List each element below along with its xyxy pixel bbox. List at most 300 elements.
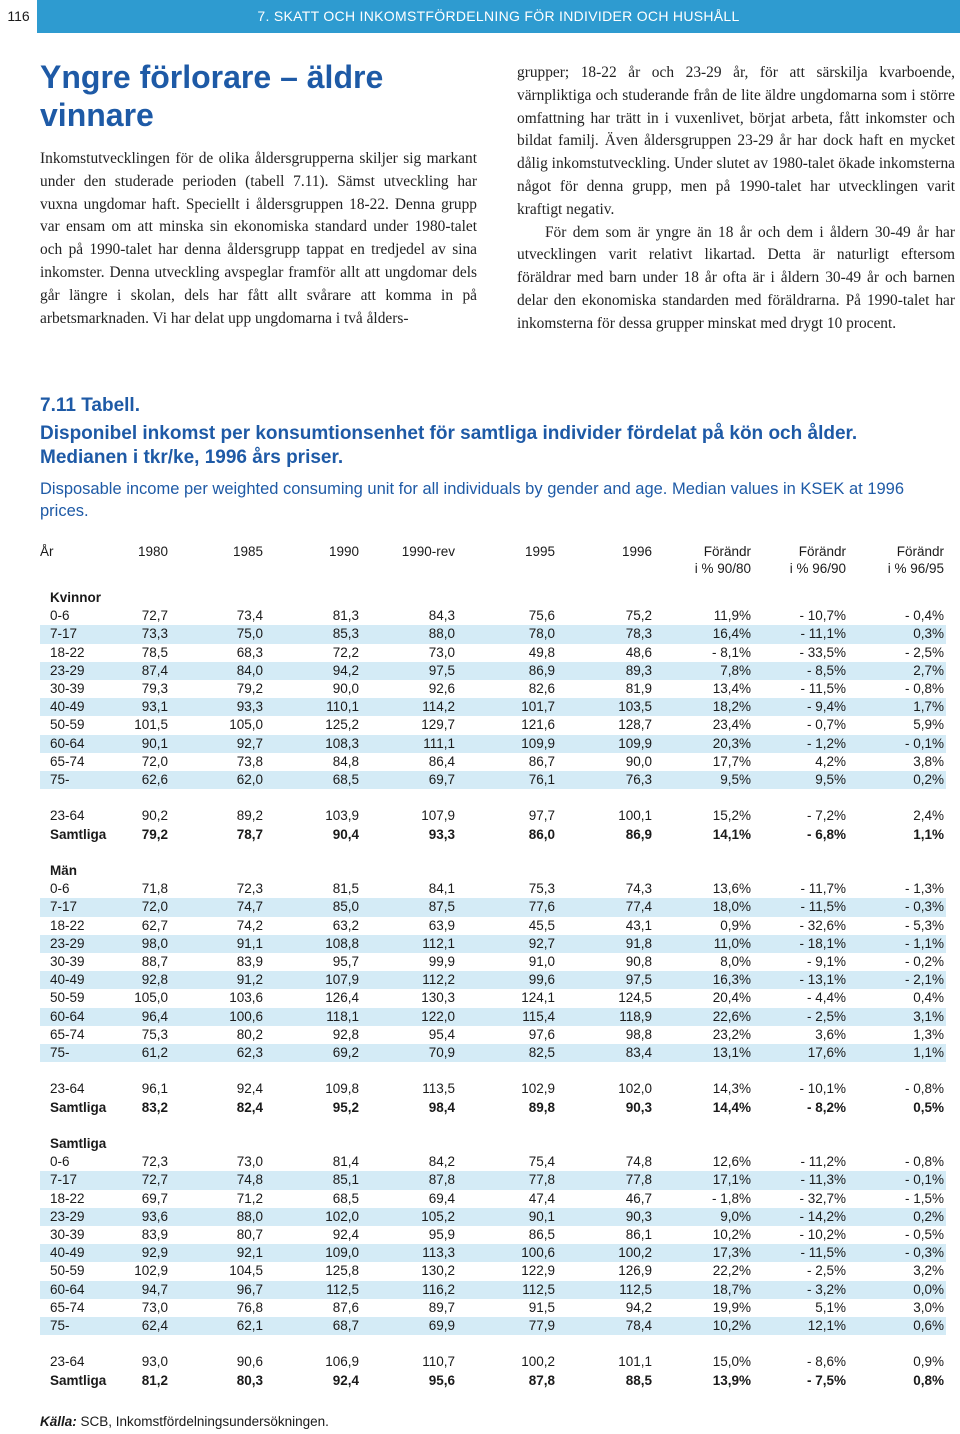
text-column-left [40, 148, 477, 330]
table-cell: 1,7% [848, 698, 946, 716]
table-cell: 122,0 [361, 1008, 457, 1026]
table-row [40, 1226, 946, 1244]
table-cell: 69,9 [361, 1317, 457, 1335]
table-cell: 62,4 [104, 1317, 170, 1335]
spacer-row [40, 1117, 946, 1135]
table-cell: 97,5 [361, 662, 457, 680]
table-cell: 62,1 [170, 1317, 265, 1335]
table-cell: 61,2 [104, 1044, 170, 1062]
table-cell: 14,1% [712, 826, 751, 842]
table-header-row [40, 543, 946, 579]
table-title-line: Disponibel inkomst per konsumtionsenhet för samtliga individer fördelat på kön och ålder. [40, 423, 858, 444]
row-label: 60-64 [40, 735, 104, 753]
table-cell: 118,1 [265, 1008, 361, 1026]
table-cell: 89,3 [557, 662, 654, 680]
row-label: 60-64 [40, 1008, 104, 1026]
table-cell: 93,6 [104, 1208, 170, 1226]
row-label: 18-22 [50, 917, 85, 933]
table-cell: 105,0 [229, 717, 263, 733]
group-heading: Kvinnor [50, 590, 102, 605]
table-cell: 112,2 [361, 971, 457, 989]
table-cell: 0,9% [913, 1354, 944, 1370]
table-cell: 74,2 [236, 917, 263, 933]
table-cell: - 0,8% [904, 1154, 944, 1170]
column-header [557, 543, 654, 579]
table-cell: 126,9 [618, 1263, 652, 1279]
table-cell: - 32,7% [799, 1190, 846, 1206]
table-cell: 68,5 [332, 1190, 359, 1206]
table-cell: 111,1 [361, 735, 457, 753]
table-cell: 62,7 [141, 917, 168, 933]
row-label: 0-6 [50, 881, 70, 897]
table-cell: 98,8 [625, 1026, 652, 1042]
table-cell: 1,1% [913, 826, 944, 842]
table-cell: 73,3 [104, 625, 170, 643]
table-cell: 0,2% [848, 771, 946, 789]
table-cell: - 7,2% [806, 808, 846, 824]
table-cell: 91,2 [170, 971, 265, 989]
subtotal-row [40, 807, 946, 825]
column-header [104, 543, 170, 579]
table-cell: 73,8 [236, 753, 263, 769]
row-label: 30-39 [50, 681, 85, 697]
table-cell: 107,9 [421, 808, 455, 824]
column-header [654, 543, 753, 579]
table-cell: 95,7 [332, 954, 359, 970]
table-cell: 92,4 [236, 1081, 263, 1097]
table-cell: 92,7 [170, 735, 265, 753]
table-cell: 128,7 [618, 717, 652, 733]
column-header [40, 543, 104, 579]
column-header-line: 1980 [137, 544, 168, 559]
table-cell: 83,9 [141, 1227, 168, 1243]
table-cell: 82,6 [528, 681, 555, 697]
table-row [40, 953, 946, 971]
table-cell: 43,1 [625, 917, 652, 933]
text-column-right [517, 62, 955, 336]
table-cell: 17,6% [753, 1044, 848, 1062]
table-cell: 105,2 [361, 1208, 457, 1226]
table-cell: 106,9 [325, 1354, 359, 1370]
row-label: 65-74 [50, 1026, 85, 1042]
table-cell: 84,0 [170, 662, 265, 680]
table-cell: 100,2 [521, 1354, 555, 1370]
table-cell: 80,7 [236, 1227, 263, 1243]
table-cell: 45,5 [528, 917, 555, 933]
table-cell: - 0,8% [904, 681, 944, 697]
table-cell: 13,1% [654, 1044, 753, 1062]
table-cell: 69,7 [361, 771, 457, 789]
table-cell: 102,9 [521, 1081, 555, 1097]
table-cell: 63,9 [428, 917, 455, 933]
table-cell: - 33,5% [799, 644, 846, 660]
table-cell: 46,7 [625, 1190, 652, 1206]
table-cell: - 8,2% [806, 1099, 846, 1115]
table-cell: - 1,3% [904, 881, 944, 897]
table-cell: 112,5 [457, 1281, 557, 1299]
table-cell: 112,1 [361, 935, 457, 953]
table-cell: - 11,1% [753, 625, 848, 643]
table-cell: 79,3 [141, 681, 168, 697]
row-label: 18-22 [50, 1190, 85, 1206]
table-cell: 74,3 [625, 881, 652, 897]
table-cell: 85,3 [265, 625, 361, 643]
table-cell: 91,8 [557, 935, 654, 953]
table-cell: 73,4 [236, 608, 263, 624]
table-cell: - 13,1% [753, 971, 848, 989]
table-cell: - 1,5% [904, 1190, 944, 1206]
row-label: 30-39 [50, 954, 85, 970]
table-cell: 62,3 [170, 1044, 265, 1062]
table-cell: 77,6 [457, 898, 557, 916]
table-row [40, 1299, 946, 1317]
table-cell: 73,0 [428, 644, 455, 660]
column-header-line: i % 96/95 [887, 561, 944, 576]
table-cell: 20,4% [712, 990, 751, 1006]
table-cell: - 4,4% [806, 990, 846, 1006]
table-cell: 103,5 [557, 698, 654, 716]
table-cell: 110,7 [422, 1354, 455, 1370]
table-cell: 17,3% [654, 1244, 753, 1262]
table-cell: 83,9 [236, 954, 263, 970]
table-cell: 85,1 [265, 1171, 361, 1189]
table-cell: 93,3 [428, 826, 455, 842]
article-heading: Yngre förlorare – äldre vinnare [40, 59, 384, 133]
table-cell: 78,4 [557, 1317, 654, 1335]
table-cell: 13,6% [712, 881, 751, 897]
table-cell: 9,5% [654, 771, 753, 789]
row-label: 50-59 [50, 990, 85, 1006]
table-cell: 102,0 [265, 1208, 361, 1226]
table-cell: 3,2% [913, 1263, 944, 1279]
table-row [40, 1208, 946, 1226]
table-row [40, 698, 946, 716]
table-cell: 118,9 [557, 1008, 654, 1026]
column-header [170, 543, 265, 579]
table-cell: 124,5 [618, 990, 652, 1006]
table-cell: 74,8 [170, 1171, 265, 1189]
table-cell: 49,8 [528, 644, 555, 660]
table-cell: 15,0% [712, 1354, 751, 1370]
table-cell: 72,7 [141, 608, 168, 624]
row-label: 60-64 [40, 1281, 104, 1299]
table-cell: 5,9% [913, 717, 944, 733]
table-cell: 94,2 [625, 1299, 652, 1315]
table-cell: 8,0% [720, 954, 751, 970]
row-label: 50-59 [50, 1263, 85, 1279]
row-label: 40-49 [40, 1244, 104, 1262]
table-cell: 95,4 [428, 1026, 455, 1042]
table-cell: 90,3 [625, 1099, 652, 1115]
table-cell: - 0,2% [904, 954, 944, 970]
table-cell: 89,7 [428, 1299, 455, 1315]
table-cell: 99,9 [428, 954, 455, 970]
table-cell: - 18,1% [753, 935, 848, 953]
table-cell: 3,0% [913, 1299, 944, 1315]
table-cell: 7,8% [654, 662, 753, 680]
table-cell: 1,1% [848, 1044, 946, 1062]
table-cell: - 32,6% [799, 917, 846, 933]
table-cell: 90,0 [332, 681, 359, 697]
table-cell: 78,5 [141, 644, 168, 660]
table-cell: 90,4 [332, 826, 359, 842]
table-cell: 75,3 [141, 1026, 168, 1042]
table-cell: - 11,3% [753, 1171, 848, 1189]
table-cell: 17,7% [712, 753, 751, 769]
table-cell: 76,3 [557, 771, 654, 789]
table-cell: 18,0% [654, 898, 753, 916]
table-cell: 14,4% [712, 1099, 751, 1115]
table-cell: 63,2 [332, 917, 359, 933]
table-cell: 2,4% [913, 808, 944, 824]
row-label: 23-64 [50, 1081, 85, 1097]
table-cell: - 14,2% [753, 1208, 848, 1226]
table-cell: 113,3 [361, 1244, 457, 1262]
table-cell: 102,9 [134, 1263, 168, 1279]
table-cell: - 5,3% [904, 917, 944, 933]
table-row [40, 771, 946, 789]
table-cell: 84,8 [332, 753, 359, 769]
table-title-english [40, 478, 950, 522]
row-label: 23-29 [40, 662, 104, 680]
table-cell: 9,5% [753, 771, 848, 789]
table-cell: 96,7 [170, 1281, 265, 1299]
table-cell: 9,0% [654, 1208, 753, 1226]
table-cell: 75,4 [528, 1154, 555, 1170]
column-header [753, 543, 848, 579]
row-label: 7-17 [40, 625, 104, 643]
column-header-line: i % 96/90 [789, 561, 846, 576]
table-cell: 109,9 [457, 735, 557, 753]
row-label: 75- [40, 1317, 104, 1335]
table-cell: 2,7% [848, 662, 946, 680]
table-cell: 76,8 [236, 1299, 263, 1315]
table-cell: 95,6 [428, 1372, 455, 1388]
row-label: 40-49 [40, 698, 104, 716]
table-cell: 78,3 [557, 625, 654, 643]
table-cell: 87,8 [361, 1171, 457, 1189]
table-cell: 13,4% [712, 681, 751, 697]
table-cell: 73,0 [141, 1299, 168, 1315]
table-cell: - 9,1% [806, 954, 846, 970]
table-cell: 0,6% [848, 1317, 946, 1335]
table-cell: 92,1 [170, 1244, 265, 1262]
group-heading-row [40, 862, 946, 880]
table-cell: 89,8 [528, 1099, 555, 1115]
column-header-line: 1996 [621, 544, 652, 559]
source-label: Källa: [40, 1414, 77, 1429]
table-cell: 47,4 [528, 1190, 555, 1206]
row-label: Samtliga [50, 1099, 107, 1115]
source-text: SCB, Inkomstfördelningsundersökningen. [80, 1414, 329, 1429]
row-label: 30-39 [50, 1227, 85, 1243]
table-cell: 95,9 [428, 1227, 455, 1243]
table-cell: - 11,5% [753, 1244, 848, 1262]
table-cell: 0,3% [848, 625, 946, 643]
row-label: 7-17 [40, 898, 104, 916]
table-cell: 13,9% [712, 1372, 751, 1388]
column-header-line: i % 90/80 [694, 561, 751, 576]
table-row [40, 1026, 946, 1044]
row-label: 40-49 [40, 971, 104, 989]
table-cell: 81,2 [141, 1372, 168, 1388]
column-header-line: Förändr [798, 544, 846, 559]
table-cell: - 10,2% [799, 1227, 846, 1243]
table-row [40, 971, 946, 989]
table-cell: - 6,8% [806, 826, 846, 842]
row-label: 65-74 [50, 753, 85, 769]
table-cell: 87,8 [528, 1372, 555, 1388]
table-cell: 124,1 [521, 990, 555, 1006]
column-header-line: 1990 [328, 544, 359, 559]
table-cell: - 2,5% [753, 1008, 848, 1026]
total-row [40, 1372, 946, 1390]
table-cell: 87,5 [361, 898, 457, 916]
table-cell: 71,8 [141, 881, 168, 897]
table-cell: - 0,1% [848, 1171, 946, 1189]
table-cell: 86,1 [625, 1227, 652, 1243]
table-cell: - 7,5% [806, 1372, 846, 1388]
table-cell: 71,2 [236, 1190, 263, 1206]
table-row [40, 1317, 946, 1335]
table-cell: 89,2 [236, 808, 263, 824]
table-cell: 98,4 [428, 1099, 455, 1115]
column-header [265, 543, 361, 579]
table-row [40, 1262, 946, 1280]
table-cell: 23,2% [712, 1026, 751, 1042]
table-cell: 0,9% [720, 917, 751, 933]
table-cell: 110,1 [265, 698, 361, 716]
table-cell: 69,7 [141, 1190, 168, 1206]
row-label: 75- [40, 1044, 104, 1062]
table-cell: 97,6 [528, 1026, 555, 1042]
table-cell: 81,5 [332, 881, 359, 897]
table-cell: 1,3% [913, 1026, 944, 1042]
table-cell: 122,9 [521, 1263, 555, 1279]
table-cell: 100,6 [457, 1244, 557, 1262]
table-cell: - 11,5% [753, 898, 848, 916]
table-cell: - 11,2% [800, 1154, 846, 1170]
table-cell: 100,6 [170, 1008, 265, 1026]
table-cell: 125,8 [325, 1263, 359, 1279]
table-cell: 107,9 [265, 971, 361, 989]
row-label: 65-74 [50, 1299, 85, 1315]
table-cell: 10,2% [712, 1227, 751, 1243]
column-header-line: År [40, 544, 54, 559]
table-cell: 109,8 [325, 1081, 359, 1097]
table-row [40, 625, 946, 643]
table-cell: 82,4 [236, 1099, 263, 1115]
table-cell: 62,0 [170, 771, 265, 789]
table-cell: 88,0 [361, 625, 457, 643]
table-cell: 102,0 [618, 1081, 652, 1097]
table-cell: 84,1 [428, 881, 455, 897]
table-row [40, 1190, 946, 1208]
table-cell: 68,5 [265, 771, 361, 789]
table-cell: 5,1% [815, 1299, 846, 1315]
table-cell: 108,8 [265, 935, 361, 953]
table-row [40, 898, 946, 916]
table-cell: 77,4 [557, 898, 654, 916]
table-cell: 75,2 [625, 608, 652, 624]
table-cell: - 2,1% [848, 971, 946, 989]
table-cell: 101,1 [618, 1354, 652, 1370]
table-cell: 0,5% [913, 1099, 944, 1115]
table-cell: - 8,1% [711, 644, 751, 660]
table-cell: 69,4 [428, 1190, 455, 1206]
table-cell: 23,4% [712, 717, 751, 733]
table-row [40, 607, 946, 625]
table-cell: 79,2 [236, 681, 263, 697]
table-cell: 16,4% [654, 625, 753, 643]
table-cell: 86,9 [457, 662, 557, 680]
table-cell: 86,9 [625, 826, 652, 842]
table-cell: 87,4 [104, 662, 170, 680]
table-cell: 85,0 [265, 898, 361, 916]
table-cell: 96,1 [141, 1081, 168, 1097]
table-cell: 18,2% [654, 698, 753, 716]
table-cell: 83,4 [557, 1044, 654, 1062]
table-cell: 75,0 [170, 625, 265, 643]
table-cell: 88,7 [141, 954, 168, 970]
table-title [40, 422, 950, 470]
table-cell: 86,4 [428, 753, 455, 769]
table-cell: 126,4 [325, 990, 359, 1006]
table-cell: 90,1 [457, 1208, 557, 1226]
table-cell: 97,7 [528, 808, 555, 824]
table-cell: - 0,8% [904, 1081, 944, 1097]
table-cell: 101,7 [457, 698, 557, 716]
table-cell: 87,6 [332, 1299, 359, 1315]
table-cell: 104,5 [229, 1263, 263, 1279]
table-row [40, 644, 946, 662]
table-cell: - 1,8% [711, 1190, 751, 1206]
table-cell: 91,0 [528, 954, 555, 970]
table-cell: - 0,1% [848, 735, 946, 753]
table-cell: 16,3% [654, 971, 753, 989]
table-cell: 95,2 [332, 1099, 359, 1115]
table-cell: 4,2% [815, 753, 846, 769]
table-cell: 96,4 [104, 1008, 170, 1026]
table-cell: - 0,5% [904, 1227, 944, 1243]
subtotal-row [40, 1080, 946, 1098]
column-header [361, 543, 457, 579]
table-cell: 100,2 [557, 1244, 654, 1262]
table-cell: 92,4 [332, 1372, 359, 1388]
table-cell: 72,0 [141, 753, 168, 769]
table-cell: 74,8 [625, 1154, 652, 1170]
table-cell: 19,9% [712, 1299, 751, 1315]
table-cell: 88,0 [170, 1208, 265, 1226]
income-table [40, 543, 946, 1390]
table-cell: 92,4 [332, 1227, 359, 1243]
table-cell: 78,7 [236, 826, 263, 842]
table-cell: 72,0 [104, 898, 170, 916]
table-cell: - 10,7% [799, 608, 846, 624]
table-cell: 48,6 [625, 644, 652, 660]
total-row [40, 1099, 946, 1117]
table-cell: 78,0 [457, 625, 557, 643]
table-row [40, 1281, 946, 1299]
table-cell: 112,5 [265, 1281, 361, 1299]
table-cell: 72,3 [236, 881, 263, 897]
paragraph: Inkomstutvecklingen för de olika åldersgrupperna skiljer sig markant under den studerade perioden (tabell 7.11). Sämst utveckling har vuxna ungdomar haft. Speciellt i åldersgruppen 18-22. Denna grupp var ensam om att minska sin ekonomiska standard under 1980-talet och på 1990-talet har denna åldersgrupp tappat en tredjedel av sina inkomster. Denna utveckling avspeglar framför allt att ungdomar dels går längre i skolan, dels har fått allt svårare att komma in på arbetsmarknaden. Vi har delat upp ungdomarna i två ålders- [40, 150, 477, 327]
table-cell: 20,3% [654, 735, 753, 753]
table-number: 7.11 Tabell. [40, 395, 140, 416]
spacer-row [40, 579, 946, 589]
table-cell: 91,1 [170, 935, 265, 953]
table-cell: 98,0 [104, 935, 170, 953]
